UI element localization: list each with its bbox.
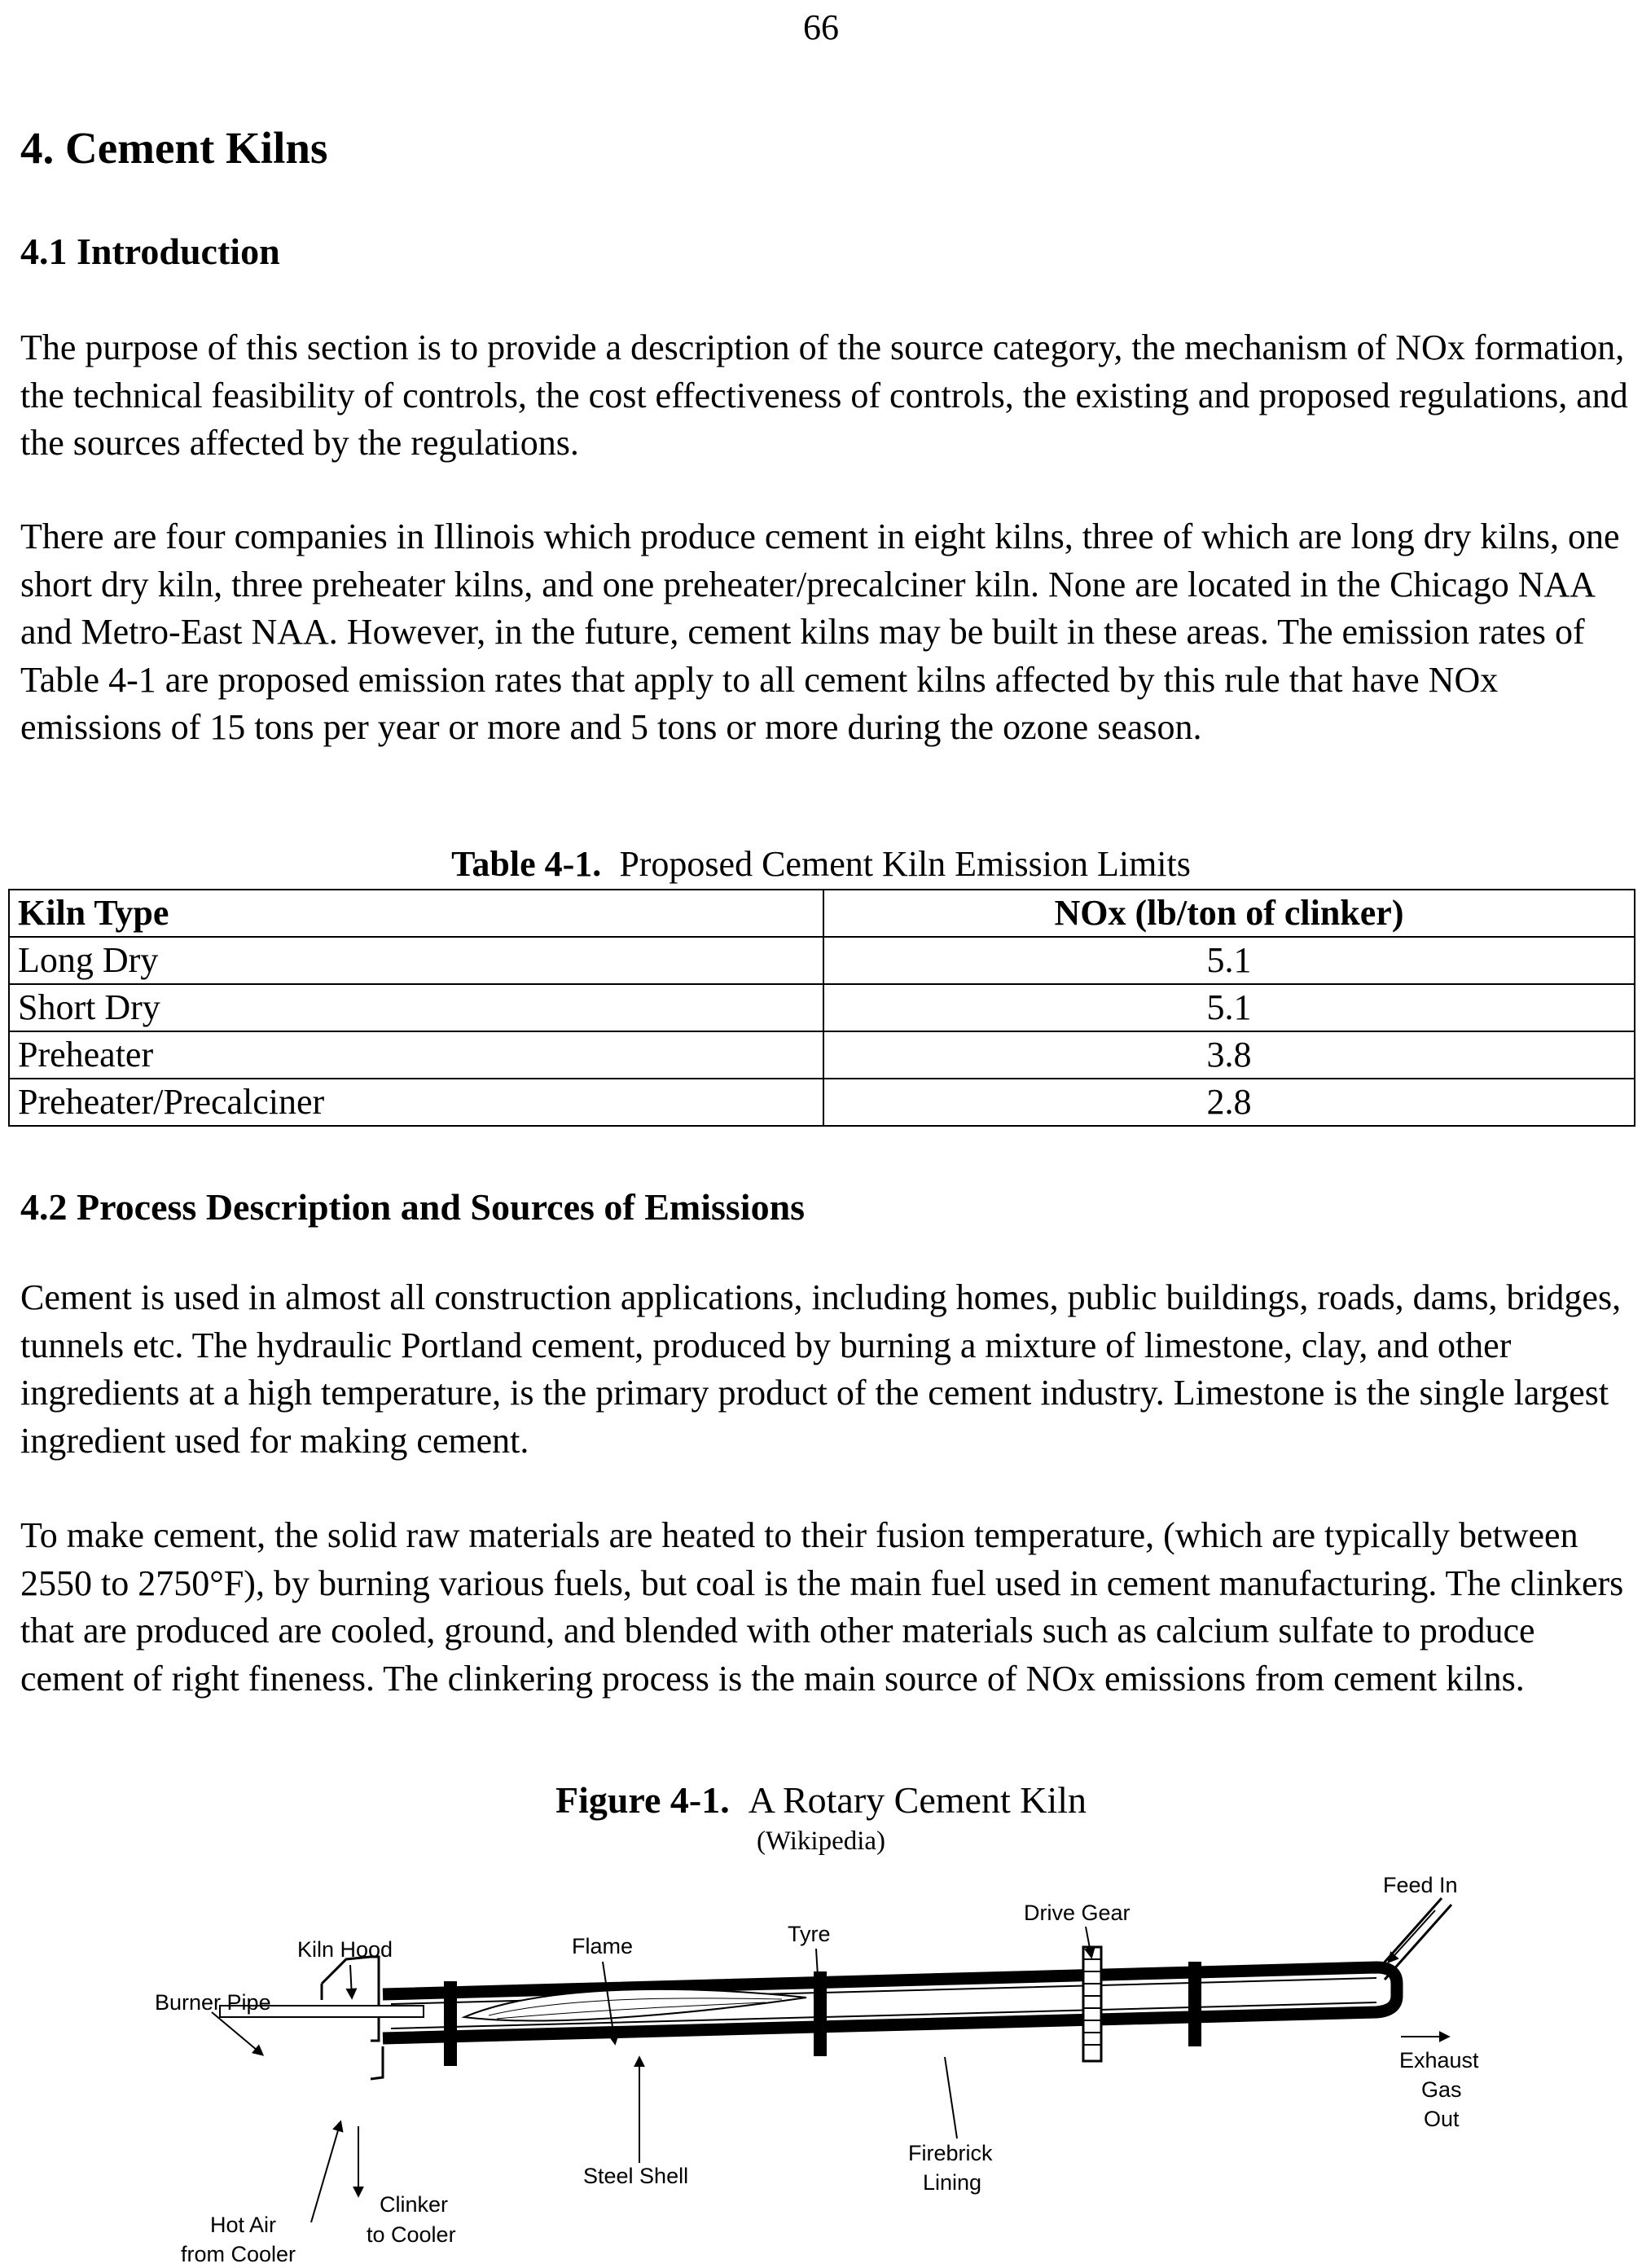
figure-caption xyxy=(0,1778,1642,1823)
arrow-feed-in xyxy=(1389,1910,1435,1962)
tyre-1 xyxy=(444,1981,457,2066)
nox-cell: 3.8 xyxy=(823,1031,1635,1079)
emission-limits-table xyxy=(8,889,1635,1127)
tyre-2 xyxy=(814,1971,827,2056)
label-lining: Lining xyxy=(923,2170,982,2195)
label-gas: Gas xyxy=(1421,2077,1462,2102)
header-nox: NOx (lb/ton of clinker) xyxy=(823,890,1635,937)
table-row xyxy=(9,937,1635,984)
figure-caption-label: Figure 4-1. xyxy=(555,1779,730,1821)
kiln-type-cell: Long Dry xyxy=(9,937,823,984)
figure-caption-text: A Rotary Cement Kiln xyxy=(748,1779,1087,1821)
kiln-type-cell: Short Dry xyxy=(9,984,823,1031)
nox-cell: 5.1 xyxy=(823,984,1635,1031)
page-number: 66 xyxy=(803,7,839,47)
label-steel-shell: Steel Shell xyxy=(583,2164,689,2188)
arrow-firebrick xyxy=(945,2057,957,2138)
label-out: Out xyxy=(1424,2107,1460,2131)
arrow-kiln-hood xyxy=(350,1965,352,1998)
table-caption-label: Table 4-1. xyxy=(451,844,602,884)
intro-paragraph-2: There are four companies in Illinois which produce cement in eight kilns, three of which are long dry kilns, one short dry kiln, three preheater kilns, and one preheater/precalciner kiln. None are located in the Chicago NAA and Metro-East NAA. However, in the future, cement kilns may be built in these areas. The emission rates of Table 4-1 are proposed emission rates that apply to all cement kilns affected by this rule that have NOx emissions of 15 tons per year or more and 5 tons or more during the ozone season. xyxy=(20,516,1620,747)
nox-cell: 2.8 xyxy=(823,1079,1635,1126)
tyre-3 xyxy=(1188,1962,1201,2046)
label-feed-in: Feed In xyxy=(1383,1873,1458,1897)
kiln-type-cell: Preheater xyxy=(9,1031,823,1079)
header-kiln-type: Kiln Type xyxy=(9,890,823,937)
table-row xyxy=(9,984,1635,1031)
label-burner-pipe: Burner Pipe xyxy=(155,1990,271,2015)
label-flame: Flame xyxy=(572,1934,634,1958)
label-clinker: Clinker xyxy=(380,2192,449,2217)
label-firebrick: Firebrick xyxy=(908,2141,993,2165)
label-kiln-hood: Kiln Hood xyxy=(297,1937,393,1962)
process-paragraph-1: Cement is used in almost all construction applications, including homes, public buildings, roads, dams, bridges, tunnels etc. The hydraulic Portland cement, produced by burning a mixture of limestone, clay, and other ingredients at a high temperature, is the primary product of the cement industry. Limestone is the single largest ingredient used for making cement. xyxy=(20,1277,1622,1461)
nox-cell: 5.1 xyxy=(823,937,1635,984)
table-header-row xyxy=(9,890,1635,937)
label-to-cooler: to Cooler xyxy=(367,2222,456,2247)
table-caption xyxy=(0,841,1642,888)
rotary-kiln-diagram xyxy=(0,1866,1642,2268)
arrow-hot-air xyxy=(311,2122,340,2222)
label-from-cooler: from Cooler xyxy=(181,2242,296,2266)
section-title-introduction: 4.1 Introduction xyxy=(20,231,280,272)
label-hot-air: Hot Air xyxy=(210,2213,277,2237)
table-row xyxy=(9,1079,1635,1126)
label-exhaust: Exhaust xyxy=(1399,2048,1479,2072)
section-title-process-description: 4.2 Process Description and Sources of Emissions xyxy=(20,1186,806,1228)
label-tyre: Tyre xyxy=(788,1922,831,1946)
table-caption-text: Proposed Cement Kiln Emission Limits xyxy=(619,844,1191,884)
table-row xyxy=(9,1031,1635,1079)
label-drive-gear: Drive Gear xyxy=(1024,1901,1131,1925)
intro-paragraph-1: The purpose of this section is to provide a description of the source category, the mechanism of NOx formation, the technical feasibility of controls, the cost effectiveness of controls, the existing and proposed regulations, and the sources affected by the regulations. xyxy=(20,327,1628,463)
chapter-heading: 4. Cement Kilns xyxy=(20,123,328,173)
figure-source: (Wikipedia) xyxy=(756,1826,886,1856)
arrow-burner-pipe xyxy=(212,2012,262,2055)
kiln-type-cell: Preheater/Precalciner xyxy=(9,1079,823,1126)
process-paragraph-2: To make cement, the solid raw materials are heated to their fusion temperature, (which are typically between 2550 to 2750°F), by burning various fuels, but coal is the main fuel used in cement manufacturing. The clinkers that are produced are cooled, ground, and blended with other materials such as calcium sulfate to produce cement of right fineness. The clinkering process is the main source of NOx emissions from cement kilns. xyxy=(20,1515,1624,1699)
